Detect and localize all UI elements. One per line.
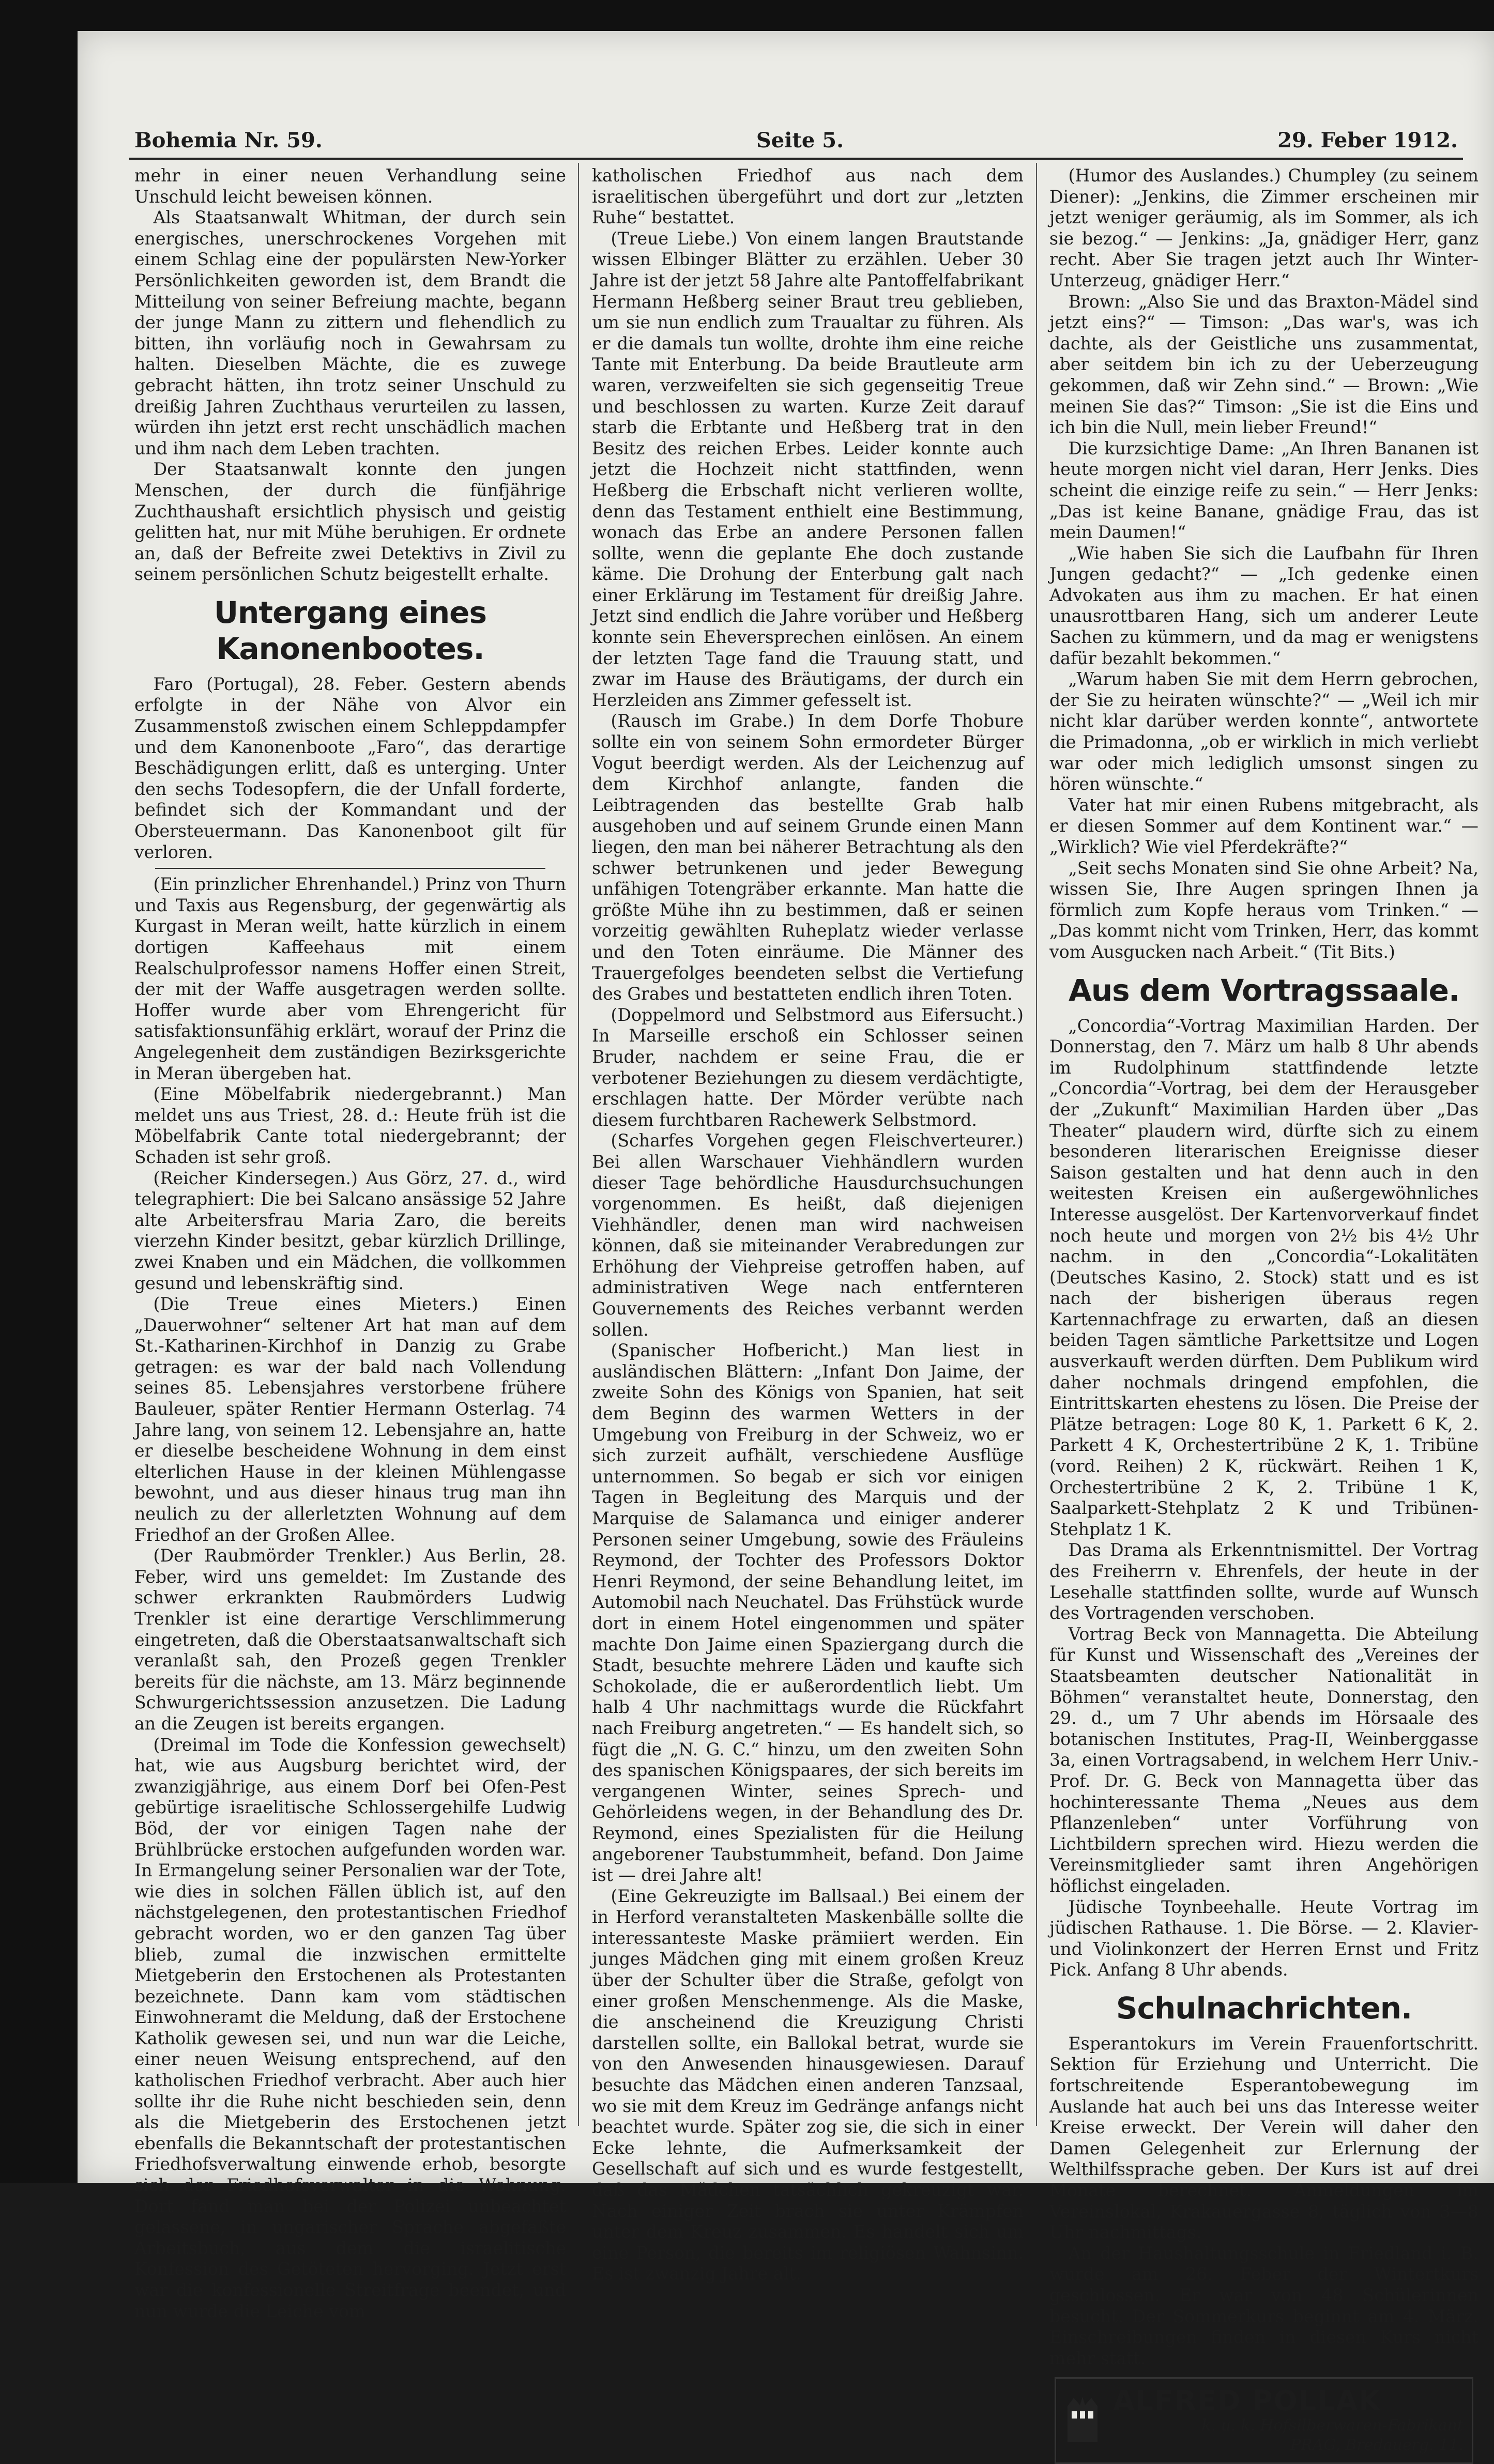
scan-border-left bbox=[0, 0, 78, 2183]
article-paragraph: Als Staatsanwalt Whitman, der durch sein energisches, unerschrockenes Vorgehen mit einem Schlag eine der populärsten New-Yorker Persönlichkeiten geworden ist, dem Brandt die Mitteilung von seiner Befreiung machte, begann der junge Mann zu zittern und flehendlich zu bitten, ihn vorläufig noch in Gewahrsam zu halten. Dieselben Mächte, die es zuwege gebracht hätten, ihn trotz seiner Unschuld zu dreißig Jahren Zuchthaus verurteilen zu lassen, würden ihn jetzt erst recht unschädlich machen und ihm nach dem Leben trachten. bbox=[134, 207, 566, 458]
news-item: (Rausch im Grabe.) In dem Dorfe Thobure sollte ein von seinem Sohn ermordeter Bürger Vogut beerdigt werden. Als der Leichenzug auf dem Kirchhof anlangte, fanden die Leibtragenden das bestellte Grab halb ausgehoben und auf seinem Grunde einen Mann liegen, den man bei näherer Betrachtung als den schwer betrunkenen und jeder Bewegung unfähigen Totengräber erkannte. Man hatte die größte Mühe ihn zu bestimmen, daß er seinen vorzeitig gewählten Ruheplatz wieder verlasse und den Toten einräume. Die Männer des Trauergefolges beendeten selbst die Vertiefung des Grabes und bestatteten endlich ihren Toten. bbox=[592, 711, 1024, 1004]
column-1 bbox=[134, 165, 566, 2321]
news-item: (Dreimal im Tode die Konfession gewechselt) hat, wie aus Augsburg berichtet wird, der zwanzigjährige, aus einem Dorf bei Ofen-Pest gebürtige israelitische Schlossergehilfe Ludwig Böd, der vor einigen Tagen nahe der Brühlbrücke erstochen aufgefunden worden war. In Ermangelung seiner Personalien war der Tote, wie dies in solchen Fällen üblich ist, auf den nächstgelegenen, den protestantischen Friedhof gebracht worden, wo er den ganzen Tag über blieb, zumal die inzwischen ermittelte Mietgeberin den Erstochenen als Protestanten bezeichnete. Dann kam vom städtischen Einwohneramt die Meldung, daß der Erstochene Katholik gewesen sei, und nun war die Leiche, einer neuen Weisung entsprechend, auf den katholischen Friedhof verbracht. Aber auch hier sollte ihr die Ruhe nicht beschieden sein, denn als die Mietgeberin des Erstochenen jetzt ebenfalls die Bekanntschaft der protestantischen Friedhofsverwaltung einwende erhob, besorgte sich der Friedhofsverwalter in die Wohnung. Dort fand man bei der Polizei unbeachtet gelassene, in ungarischer Sprache abgefaßte Arbeitsbuch, aus dem die israelitische Konfession des Getöteten hervorging. Jetzt erst war die konfessionelle Streitfrage beendet, und nun wurde die Leiche vom bbox=[134, 1734, 566, 2321]
school-item: Esperantokurs im Verein Frauenfortschritt. Sektion für Erziehung und Unterricht. Die fortschreitende Esperantobewegung im Auslande hat auch bei uns das Interesse weiter Kreise erweckt. Der Verein will daher den Damen Gelegenheit zur Erlernung der Welthilfssprache geben. Der Kurs ist auf drei Monate berechnet. Anmeldungen im Vereinslokal, Krakauergasse 8, täglich von 3—8 Uhr nachmittags. bbox=[1049, 2033, 1478, 2243]
news-item: (Doppelmord und Selbstmord aus Eifersucht.) In Marseille erschoß ein Schlosser seinen Bruder, nachdem er seine Frau, die er verbotener Beziehungen zu diesem verdächtigte, erschlagen hatte. Der Mörder verübte nach diesem furchtbaren Rachewerk Selbstmord. bbox=[592, 1004, 1024, 1130]
humor-item: Brown: „Also Sie und das Braxton-Mädel sind jetzt eins?“ — Timson: „Das war's, was ich dachte, als der Geistliche uns zusammentat, aber seitdem bin ich zu der Ueberzeugung gekommen, daß wir Zehn sind.“ — Brown: „Wie meinen Sie das?“ Timson: „Sie ist die Eins und ich bin die Null, mein lieber Freund!“ bbox=[1049, 291, 1478, 438]
column-divider bbox=[1036, 163, 1037, 2126]
humor-item: „Warum haben Sie mit dem Herrn gebrochen, der Sie zu heiraten wünschte?“ — „Weil ich mir nicht klar darüber werden konnte“, antwortete die Primadonna, „ob er wirklich in mich verliebt war oder mich lediglich umsonst singen zu hören wünschte.“ bbox=[1049, 669, 1478, 794]
newspaper-page bbox=[78, 31, 1494, 2455]
column-3 bbox=[1049, 165, 1478, 2455]
humor-item: „Seit sechs Monaten sind Sie ohne Arbeit? Na, wissen Sie, Ihre Augen springen Ihnen ja förmlich zum Kopfe heraus vom Trinken.“ — „Das kommt nicht vom Trinken, Herr, das kommt vom Ausgucken nach Arbeit.“ (Tit Bits.) bbox=[1049, 858, 1478, 962]
divider bbox=[155, 868, 545, 869]
news-item: (Ein prinzlicher Ehrenhandel.) Prinz von Thurn und Taxis aus Regensburg, der gegenwärtig als Kurgast in Meran weilt, hatte kürzlich in einem dortigen Kaffeehaus mit einem Realschulprofessor namens Hoffer einen Streit, der mit der Waffe ausgetragen werden sollte. Hoffer wurde aber vom Ehrengericht für satisfaktionsunfähig erklärt, worauf der Prinz die Angelegenheit dem zuständigen Bezirksgerichte in Meran übergeben hat. bbox=[134, 874, 566, 1083]
headline: Schulnachrichten. bbox=[1116, 1990, 1412, 2026]
article-paragraph: Der Staatsanwalt konnte den jungen Menschen, der durch die fünfjährige Zuchthaushaft ersichtlich physisch und geistig gelitten hat, nur mit Mühe beruhigen. Er ordnete an, daß der Befreite zwei Detektivs in Zivil zu seinem persönlichen Schutz beigestellt erhalte. bbox=[134, 459, 566, 585]
header-date: 29. Feber 1912. bbox=[1277, 128, 1458, 152]
ad-address: PRAG, Bredauerg. 11. bbox=[1290, 2436, 1463, 2455]
news-item: (Die Treue eines Mieters.) Einen „Dauerwohner“ seltener Art hat man auf dem St.-Katharinen-Kirchhof in Danzig zu Grabe getragen: es war der bald nach Vollendung seines 85. Lebensjahres verstorbene frühere Bauleuer, später Rentier Hermann Osterlag. 74 Jahre lang, von seinem 12. Lebensjahre an, hatte er dieselbe bescheidene Wohnung in dem einst elterlichen Hause in der kleinen Mühlengasse bewohnt, und aus dieser hinaus trug man ihn neulich zu der allerletzten Wohnung auf dem Friedhof an der Großen Allee. bbox=[134, 1294, 566, 1545]
header-page-number: Seite 5. bbox=[756, 128, 844, 152]
header-issue: Bohemia Nr. 59. bbox=[134, 128, 323, 152]
scan-border-top bbox=[0, 0, 1494, 31]
humor-item: (Humor des Auslandes.) Chumpley (zu seinem Diener): „Jenkins, die Zimmer erscheinen mir jetzt weniger geräumig, als im Sommer, als ich sie bezog.“ — Jenkins: „Ja, gnädiger Herr, ganz recht. Aber Sie tragen jetzt auch Ihr Winter-Unterzeug, gnädiger Herr.“ bbox=[1049, 165, 1478, 290]
advertisement bbox=[1055, 2377, 1473, 2464]
article-paragraph: mehr in einer neuen Verhandlung seine Unschuld leicht beweisen können. bbox=[134, 165, 566, 207]
lecture-item: „Concordia“-Vortrag Maximilian Harden. Der Donnerstag, den 7. März um halb 8 Uhr abends im Rudolphinum stattfindende letzte „Concordia“-Vortrag, bei dem der Herausgeber der „Zukunft“ Maximilian Harden über „Das Theater“ plaudern wird, dürfte sich zu einem besonderen literarischen Ereignisse dieser Saison gestalten und hat denn auch in den weitesten Kreisen ein außergewöhnliches Interesse ausgelöst. Der Kartenvorverkauf findet noch heute und morgen von 2½ bis 4½ Uhr nachm. in den „Concordia“-Lokalitäten (Deutsches Kasino, 2. Stock) statt und es ist nach der bisherigen überaus regen Kartennachfrage zu erwarten, daß an diesen beiden Tagen sämtliche Parkettsitze und Logen ausverkauft werden dürften. Dem Publikum wird daher nochmals dringend empfohlen, die Eintrittskarten ehestens zu lösen. Die Preise der Plätze betragen: Loge 80 K, 1. Parkett 6 K, 2. Parkett 4 K, Orchestertribüne 2 K, 1. Tribüne (vord. Reihen) 2 K, rückwärt. Reihen 1 K, Orchestertribüne 2 K, 2. Tribüne 1 K, Saalparkett-Stehplatz 2 K und Tribünen-Stehplatz 1 K. bbox=[1049, 1015, 1478, 1539]
ad-description: k. u. k. Hofsilberwaren-Fabrikant bbox=[1201, 2416, 1463, 2435]
headline: Aus dem Vortragssaale. bbox=[1068, 972, 1460, 1008]
column-2 bbox=[592, 165, 1024, 2284]
news-item: (Der Raubmörder Trenkler.) Aus Berlin, 28. Feber, wird uns gemeldet: Im Zustande des schwer erkrankten Raubmörders Ludwig Trenkler ist eine derartige Verschlimmerung eingetreten, daß die Oberstaatsanwaltschaft sich veranlaßt sah, den Prozeß gegen Trenkler bereits für die nächste, am 13. März beginnende Schwurgerichtssession anzusetzen. Die Ladung an die Zeugen ist bereits ergangen. bbox=[134, 1545, 566, 1734]
crown-icon bbox=[1064, 2396, 1101, 2445]
header-rule bbox=[129, 158, 1463, 160]
column-divider bbox=[578, 163, 579, 2126]
article-paragraph: Faro (Portugal), 28. Feber. Gestern abends erfolgte in der Nähe von Alvor ein Zusammenstoß zwischen einem Schleppdampfer und dem Kanonenboote „Faro“, das derartige Beschädigungen erlitt, daß es unterging. Unter den sechs Todesopfern, die der Unfall forderte, befindet sich der Kommandant und der Obersteuermann. Das Kanonenboot gilt für verloren. bbox=[134, 674, 566, 862]
lecture-item: Jüdische Toynbeehalle. Heute Vortrag im jüdischen Rathause. 1. Die Börse. — 2. Klavier- und Violinkonzert der Herren Ernst und Fritz Pick. Anfang 8 Uhr abends. bbox=[1049, 1896, 1478, 1980]
news-item: (Reicher Kindersegen.) Aus Görz, 27. d., wird telegraphiert: Die bei Salcano ansässige 52 Jahre alte Arbeitersfrau Maria Zaro, die bereits vierzehn Kinder besitzt, gebar kürzlich Drillinge, zwei Knaben und ein Mädchen, die vollkommen gesund und lebenskräftig sind. bbox=[134, 1168, 566, 1293]
humor-item: Vater hat mir einen Rubens mitgebracht, als er diesen Sommer auf dem Kontinent war.“ — „Wirklich? Wie viel Pferdekräfte?“ bbox=[1049, 794, 1478, 857]
news-item: (Spanischer Hofbericht.) Man liest in ausländischen Blättern: „Infant Don Jaime, der zweite Sohn des Königs von Spanien, hat seit dem Beginn des warmen Wetters in der Umgebung von Freiburg in der Schweiz, wo er sich zurzeit aufhält, verschiedene Ausflüge unternommen. So begab er sich vor einigen Tagen in Begleitung des Marquis und der Marquise de Salamanca und einiger anderer Personen seiner Umgebung, sowie des Fräuleins Reymond, der Tochter des Professors Doktor Henri Reymond, der seine Behandlung leitet, im Automobil nach Neuchatel. Das Frühstück wurde dort in einem Hotel eingenommen und später machte Don Jaime einen Spaziergang durch die Stadt, besuchte mehrere Läden und kaufte sich Schokolade, die er außerordentlich liebt. Um halb 4 Uhr nachmittags wurde die Rückfahrt nach Freiburg angetreten.“ — Es handelt sich, so fügt die „N. G. C.“ hinzu, um den zweiten Sohn des spanischen Königspaares, der sich bereits im vergangenen Winter, seines Sprech- und Gehörleidens wegen, in der Behandlung des Dr. Reymond, eines Spezialisten für die Heilung angeborener Taubstummheit, befand. Don Jaime ist — drei Jahre alt! bbox=[592, 1340, 1024, 1886]
ad-company-name: ALFRED POLLAK bbox=[1113, 2384, 1382, 2417]
lecture-item: Das Drama als Erkenntnismittel. Der Vortrag des Freiherrn v. Ehrenfels, der heute in der Lesehalle stattfinden sollte, wurde auf Wunsch des Vortragenden verschoben. bbox=[1049, 1540, 1478, 1624]
lecture-item: Vortrag Beck von Mannagetta. Die Abteilung für Kunst und Wissenschaft des „Vereines der Staatsbeamten deutscher Nationalität in Böhmen“ veranstaltet heute, Donnerstag, den 29. d., um 7 Uhr abends im Hörsaale des botanischen Institutes, Prag-II, Weinberggasse 3a, einen Vortragsabend, in welchem Herr Univ.-Prof. Dr. G. Beck von Mannagetta über das hochinteressante Thema „Neues aus dem Pflanzenleben“ unter Vorführung von Lichtbildern sprechen wird. Hiezu werden die Vereinsmitglieder samt ihren Angehörigen höflichst eingeladen. bbox=[1049, 1624, 1478, 1896]
headline: Untergang eines Kanonenbootes. bbox=[214, 594, 487, 666]
news-item: (Eine Gekreuzigte im Ballsaal.) Bei einem der in Herford veranstalteten Maskenbälle sollte die interessanteste Maske prämiiert werden. Ein junges Mädchen ging mit einem großen Kreuz über der Schulter über die Straße, gefolgt von einer großen Menschenmenge. Als die Maske, die anscheinend die Kreuzigung Christi darstellen sollte, ein Ballokal betrat, wurde sie von den Anwesenden hinausgewiesen. Darauf besuchte das Mädchen einen anderen Tanzsaal, wo sie mit dem Kreuz im Gedränge anfangs nicht beachtet wurde. Später zog sie, die sich in einer Ecke lehnte, die Aufmerksamkeit der Gesellschaft auf sich und es wurde festgestellt, daß das Mädchen tatsächlich gekreuzigt war. Nach einiger Zeit brach sie unter Krämpfen unter dem Kreuz zusammen. Es handelt sich um eine Person, die bereits im religiösen Wahnsinn. Es ist zwanzig Jahre alt. bbox=[592, 1886, 1024, 2284]
news-item: (Treue Liebe.) Von einem langen Brautstande wissen Elbinger Blätter zu erzählen. Ueber 30 Jahre ist der jetzt 58 Jahre alte Pantoffelfabrikant Hermann Heßberg seiner Braut treu geblieben, um sie nun endlich zum Traualtar zu führen. Als er die damals tun wollte, drohte ihm eine reiche Tante mit Enterbung. Da beide Brautleute arm waren, verzweifelten sie sich gegenseitig Treue und beschlossen zu warten. Kurze Zeit darauf starb die Erbtante und Heßberg trat in den Besitz des reichen Erbes. Leider konnte auch jetzt die Hochzeit nicht stattfinden, wenn Heßberg die Erbschaft nicht verlieren wollte, denn das Testament enthielt eine Bestimmung, wonach das Erbe an andere Personen fallen sollte, wenn die geplante Ehe doch zustande käme. Die Drohung der Enterbung galt nach einer Erklärung im Testament für dreißig Jahre. Jetzt sind endlich die Jahre vorüber und Heßberg konnte sein Eheversprechen einlösen. An einem der letzten Tage fand die Trauung statt, und zwar im Hause des Bräutigams, der durch ein Herzleiden ans Zimmer gefesselt ist. bbox=[592, 228, 1024, 710]
news-item: (Scharfes Vorgehen gegen Fleischverteurer.) Bei allen Warschauer Viehhändlern wurden dieser Tage behördliche Hausdurchsuchungen vorgenommen. Es heißt, daß diejenigen Viehhändler, denen man wird nachweisen können, daß sie miteinander Verabredungen zur Erhöhung der Viehpreise getroffen haben, auf administrativen Wege nach entfernteren Gouvernements des Reiches verbannt werden sollen. bbox=[592, 1130, 1024, 1340]
humor-item: „Wie haben Sie sich die Laufbahn für Ihren Jungen gedacht?“ — „Ich gedenke einen Advokaten aus ihm zu machen. Er hat einen unausrottbaren Hang, sich um anderer Leute Sachen zu kümmern, und da mag er wenigstens dafür bezahlt bekommen.“ bbox=[1049, 543, 1478, 668]
humor-item: Die kurzsichtige Dame: „An Ihren Bananen ist heute morgen nicht viel daran, Herr Jenks. Dies scheint die einzige reife zu sein.“ — Herr Jenks: „Das ist keine Banane, gnädige Frau, das ist mein Daumen!“ bbox=[1049, 438, 1478, 543]
page-header bbox=[134, 121, 1458, 152]
school-item: An der Haushaltungsschule in Friedland i. B. wurde am 26. Feber der Wintertkurs geschlossen. Er war von 48 Schülerinnen besucht. Der Sommerkurs beginnt am 4. März. Einschreibungen finden in diesen Kurs nicht mehr statt. bbox=[1049, 2243, 1478, 2368]
news-item: (Eine Möbelfabrik niedergebrannt.) Man meldet uns aus Triest, 28. d.: Heute früh ist die Möbelfabrik Cante total niedergebrannt; der Schaden ist sehr groß. bbox=[134, 1084, 566, 1167]
news-item: katholischen Friedhof aus nach dem israelitischen übergeführt und dort zur „letzten Ruhe“ bestattet. bbox=[592, 165, 1024, 228]
